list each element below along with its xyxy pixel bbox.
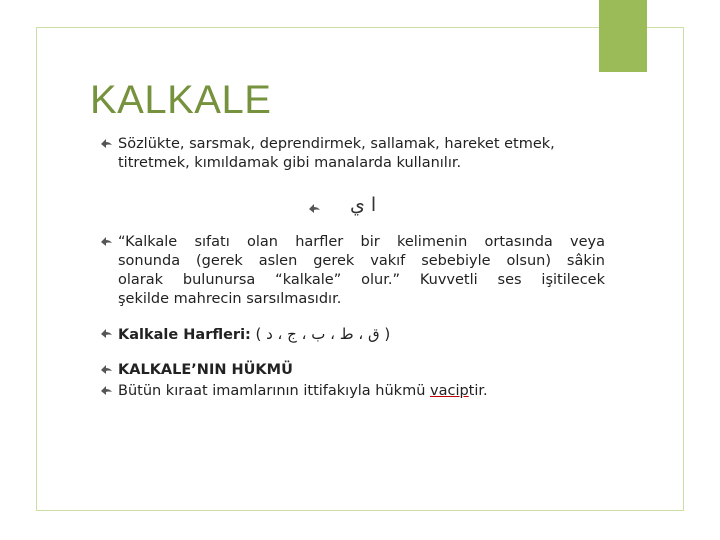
- arabic-letters: ا ي: [350, 194, 377, 216]
- bullet-icon: [308, 202, 321, 215]
- hukum-text-suffix: tir.: [468, 383, 488, 399]
- bullet-text-line: Sözlükte, sarsmak, deprendirmek, sallamak, hareket etmek,: [118, 136, 555, 152]
- bullet-item-kalkale-definition: [100, 233, 605, 309]
- bullet-text-line: olarak bulunursa “kalkale” olur.” Kuvvetli ses işitilecek: [118, 272, 605, 288]
- kalkale-letters-label: Kalkale Harfleri:: [118, 327, 251, 343]
- bullet-icon: [100, 137, 113, 150]
- bullet-text-line: titretmek, kımıldamak gibi manalarda kullanılır.: [118, 155, 462, 171]
- kalkale-letters-arabic: ( ق ، ط ، ب ، ج ، د ): [255, 325, 391, 343]
- bullet-text-line: “Kalkale sıfatı olan harfler bir kelimenin ortasında veya: [118, 234, 605, 250]
- bullet-item-arabic: [100, 187, 605, 231]
- bullet-list: [100, 135, 605, 401]
- bullet-icon: [100, 235, 113, 248]
- bullet-item-hukum-heading: [100, 361, 605, 380]
- hukum-emphasis: vacip: [430, 383, 469, 399]
- hukum-heading: KALKALE’NIN HÜKMÜ: [118, 362, 293, 378]
- bullet-item-definition: [100, 135, 605, 173]
- bullet-item-hukum: [100, 382, 605, 401]
- bullet-item-kalkale-letters: [100, 325, 605, 345]
- bullet-icon: [100, 327, 113, 340]
- slide-title: KALKALE: [90, 78, 272, 122]
- bullet-icon: [100, 384, 113, 397]
- bullet-text-line: sonunda (gerek aslen gerek vakıf sebebiyle olsun) sâkin: [118, 253, 605, 269]
- accent-bar: [599, 0, 647, 72]
- bullet-icon: [100, 363, 113, 376]
- bullet-text-line: şekilde mahrecin sarsılmasıdır.: [118, 291, 342, 307]
- hukum-text-prefix: Bütün kıraat imamlarının ittifakıyla hükmü: [118, 383, 430, 399]
